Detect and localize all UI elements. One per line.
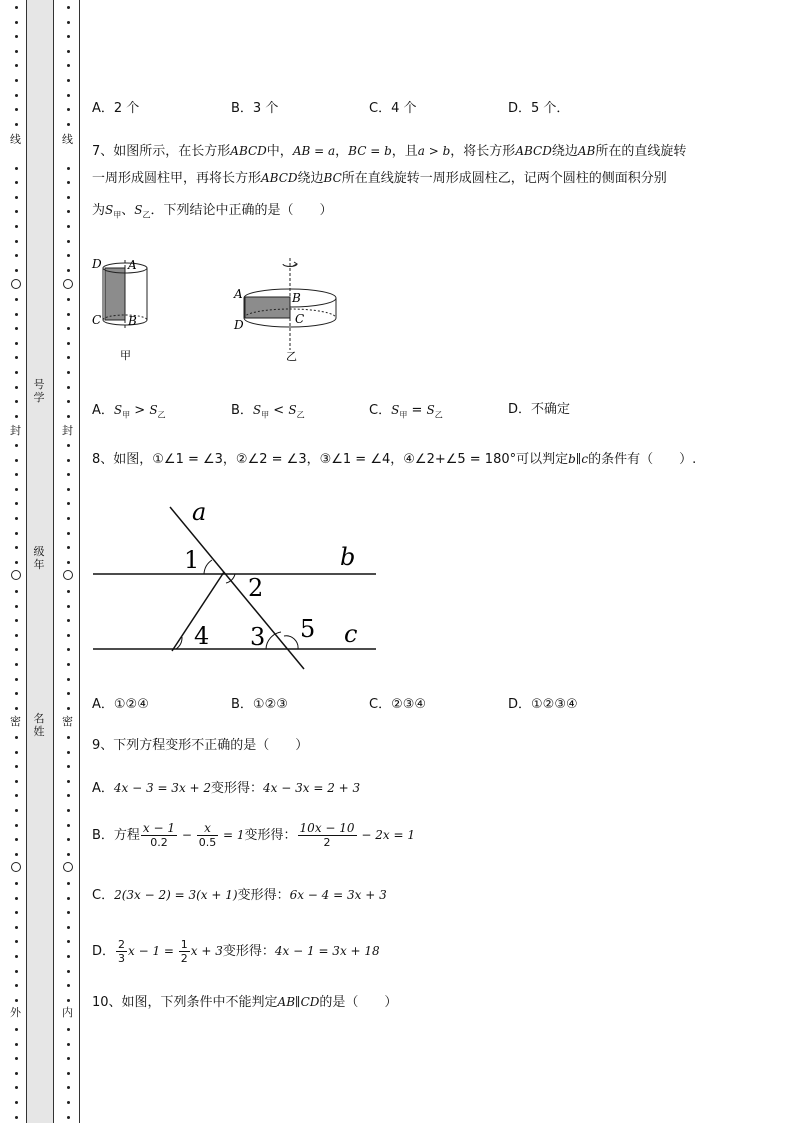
margin-dot — [67, 751, 70, 754]
margin-dot — [15, 502, 18, 505]
q8-label-a: a — [192, 498, 207, 526]
q10-stem: 10、如图，下列条件中不能判定AB∥CD的是（ ） — [92, 995, 398, 1010]
margin-dot — [67, 269, 70, 272]
margin-dot — [15, 561, 18, 564]
q7-figure-cylinder-yi — [228, 252, 348, 364]
margin-dot — [15, 955, 18, 958]
margin-dot — [15, 605, 18, 608]
margin-dot — [15, 1072, 18, 1075]
margin-dot — [15, 167, 18, 170]
margin-dot — [67, 634, 70, 637]
margin-dot — [15, 926, 18, 929]
margin-dot — [67, 809, 70, 812]
margin-dot — [15, 751, 18, 754]
margin-dot — [67, 692, 70, 695]
margin-dot — [15, 1086, 18, 1089]
q7-jia-label-a: A — [128, 258, 137, 272]
margin-dot — [67, 473, 70, 476]
margin-dot — [67, 678, 70, 681]
margin-dot — [67, 780, 70, 783]
q6-option-d: D．5 个． — [508, 101, 570, 116]
margin-dot — [15, 240, 18, 243]
q7-option-c: C．$S_甲 = S_乙$ — [369, 403, 443, 420]
margin-dot — [67, 6, 70, 9]
field-label-student-number: 号学 — [33, 378, 45, 404]
margin-dot — [15, 794, 18, 797]
margin-dot — [67, 94, 70, 97]
margin-char-mi-inner: 密 — [62, 715, 73, 728]
margin-dot — [15, 50, 18, 53]
margin-dot — [15, 999, 18, 1002]
margin-dot — [15, 897, 18, 900]
margin-dot — [15, 371, 18, 374]
margin-dot — [15, 459, 18, 462]
margin-dot — [15, 342, 18, 345]
margin-dot — [15, 736, 18, 739]
margin-dot — [15, 386, 18, 389]
q7-yi-label-c: C — [295, 312, 305, 326]
margin-dot — [15, 123, 18, 126]
margin-dot — [15, 911, 18, 914]
margin-dot — [67, 79, 70, 82]
q7-jia-label-b: B — [128, 314, 137, 328]
margin-dot — [67, 488, 70, 491]
margin-dot — [67, 663, 70, 666]
q7-jia-label-c: C — [92, 313, 102, 327]
margin-dot — [15, 400, 18, 403]
margin-dot — [67, 210, 70, 213]
margin-dot — [67, 35, 70, 38]
margin-dot — [15, 634, 18, 637]
margin-dot — [15, 1101, 18, 1104]
q7-fig-yi-caption: 乙 — [286, 350, 297, 363]
margin-dot — [67, 21, 70, 24]
margin-dot — [67, 181, 70, 184]
margin-char-xian-outer: 线 — [10, 133, 21, 146]
margin-dot — [67, 196, 70, 199]
margin-dot — [15, 882, 18, 885]
q9-option-b: B．方程 $\frac{x - 1}{0.2}$ − $\frac{x}{0.5}$ = 1变形得： $\frac{10x - 10}{2}$ − 2x = 1 — [92, 821, 415, 849]
margin-dot — [67, 561, 70, 564]
line-a — [170, 507, 304, 669]
inner-dotted-line — [66, 0, 72, 1123]
margin-dot — [15, 196, 18, 199]
margin-dot — [67, 298, 70, 301]
margin-dot — [15, 94, 18, 97]
margin-dot — [15, 415, 18, 418]
margin-dot — [15, 79, 18, 82]
margin-dot — [15, 473, 18, 476]
margin-dot — [15, 970, 18, 973]
margin-char-nei-inner: 内 — [62, 1006, 73, 1019]
margin-dot — [67, 459, 70, 462]
margin-dot — [67, 999, 70, 1002]
margin-dot — [67, 882, 70, 885]
q7-fig-jia-caption: 甲 — [120, 349, 131, 362]
margin-dot — [15, 327, 18, 330]
margin-dot — [67, 1116, 70, 1119]
q8-option-d: D．①②③④ — [508, 697, 578, 712]
margin-dot — [67, 970, 70, 973]
margin-dot — [67, 415, 70, 418]
margin-dot — [67, 1101, 70, 1104]
margin-char-feng-inner: 封 — [62, 424, 73, 437]
margin-dot — [67, 605, 70, 608]
q8-label-b: b — [340, 543, 356, 571]
margin-dot — [67, 400, 70, 403]
margin-dot — [15, 517, 18, 520]
q8-angle-4: 4 — [194, 622, 210, 650]
margin-dot — [67, 619, 70, 622]
q7-yi-label-b: B — [292, 291, 301, 305]
margin-dot — [15, 663, 18, 666]
margin-dot — [67, 50, 70, 53]
margin-dot — [67, 225, 70, 228]
margin-dot — [15, 1028, 18, 1031]
margin-dot — [15, 590, 18, 593]
margin-dot — [15, 64, 18, 67]
margin-dot — [67, 1028, 70, 1031]
margin-dot — [67, 1086, 70, 1089]
margin-dot — [67, 313, 70, 316]
q9-option-c: C．2(3x − 2) = 3(x + 1)变形得：6x − 4 = 3x + 3 — [92, 888, 387, 903]
q7-line-2: 一周形成圆柱甲，再将长方形ABCD绕边BC所在直线旋转一周形成圆柱乙，记两个圆柱的侧面积分别 — [92, 171, 667, 186]
margin-dot — [15, 532, 18, 535]
margin-dot — [15, 1043, 18, 1046]
q7-line-1: 7、如图所示，在长方形ABCD中，AB = a，BC = b，且a > b，将长方形ABCD绕边AB所在的直线旋转 — [92, 144, 687, 159]
margin-dot — [15, 678, 18, 681]
margin-dot — [15, 108, 18, 111]
margin-char-wai-outer: 外 — [10, 1006, 21, 1019]
margin-dot — [67, 1072, 70, 1075]
q8-option-a: A．①②④ — [92, 697, 149, 712]
margin-dot — [15, 35, 18, 38]
q7-option-d: D．不确定 — [508, 402, 571, 417]
margin-dot — [67, 240, 70, 243]
q8-option-c: C．②③④ — [369, 697, 427, 712]
q8-figure-parallel-lines — [88, 492, 384, 682]
margin-dot — [67, 853, 70, 856]
margin-dot — [15, 356, 18, 359]
margin-dot — [67, 838, 70, 841]
margin-dot — [15, 6, 18, 9]
q9-option-d: D． $\frac{2}{3}$ x − 1 = $\frac{1}{2}$ x + 3变形得：4x − 1 = 3x + 18 — [92, 938, 380, 965]
q7-yi-label-a: A — [234, 287, 243, 301]
q8-stem: 8、如图，①∠1 = ∠3，②∠2 = ∠3，③∠1 = ∠4，④∠2+∠5 = 180°可以判定b∥c的条件有（ ）. — [92, 452, 697, 467]
margin-dot — [67, 386, 70, 389]
outer-dotted-line — [14, 0, 20, 1123]
q9-stem: 9、下列方程变形不正确的是（ ） — [92, 738, 309, 753]
margin-dot — [67, 356, 70, 359]
q8-label-c: c — [344, 620, 358, 648]
margin-dot — [15, 838, 18, 841]
margin-dot — [15, 707, 18, 710]
margin-dot — [67, 1057, 70, 1060]
margin-dot — [15, 181, 18, 184]
margin-dot — [67, 824, 70, 827]
margin-dot — [15, 1116, 18, 1119]
margin-dot — [15, 1057, 18, 1060]
margin-dot — [15, 21, 18, 24]
q6-option-b: B．3 个 — [231, 101, 279, 116]
margin-rule — [79, 0, 80, 1123]
margin-dot — [67, 371, 70, 374]
margin-dot — [67, 897, 70, 900]
margin-dot — [67, 64, 70, 67]
margin-dot — [67, 502, 70, 505]
margin-dot — [15, 269, 18, 272]
margin-dot — [15, 298, 18, 301]
margin-dot — [15, 984, 18, 987]
field-label-name: 名姓 — [33, 712, 45, 738]
margin-dot — [67, 984, 70, 987]
margin-dot — [67, 167, 70, 170]
margin-circle — [63, 862, 73, 872]
margin-dot — [15, 488, 18, 491]
margin-dot — [67, 911, 70, 914]
q7-option-a: A．$S_甲 > S_乙$ — [92, 403, 166, 420]
margin-circle — [63, 570, 73, 580]
margin-dot — [15, 648, 18, 651]
q7-jia-label-d: D — [92, 257, 102, 271]
q7-yi-label-d: D — [234, 318, 244, 332]
margin-dot — [67, 342, 70, 345]
margin-dot — [15, 210, 18, 213]
margin-dot — [15, 444, 18, 447]
margin-dot — [67, 1043, 70, 1046]
q8-angle-5: 5 — [300, 615, 316, 643]
q8-option-b: B．①②③ — [231, 697, 288, 712]
margin-dot — [15, 940, 18, 943]
margin-dot — [67, 327, 70, 330]
q8-angle-1: 1 — [184, 546, 200, 574]
margin-dot — [67, 736, 70, 739]
q8-angle-2: 2 — [248, 574, 264, 602]
margin-dot — [67, 765, 70, 768]
margin-dot — [67, 532, 70, 535]
margin-dot — [67, 926, 70, 929]
margin-dot — [67, 254, 70, 257]
margin-circle — [11, 862, 21, 872]
margin-dot — [67, 546, 70, 549]
margin-dot — [67, 794, 70, 797]
margin-dot — [15, 546, 18, 549]
margin-char-feng-outer: 封 — [10, 424, 21, 437]
margin-char-mi-outer: 密 — [10, 715, 21, 728]
margin-dot — [15, 313, 18, 316]
margin-circle — [11, 570, 21, 580]
margin-dot — [67, 444, 70, 447]
margin-circle — [63, 279, 73, 289]
margin-dot — [67, 590, 70, 593]
q7-line-3: 为$S_甲$、$S_乙$．下列结论中正确的是（ ） — [92, 203, 333, 220]
margin-dot — [67, 648, 70, 651]
q6-option-c: C．4 个 — [369, 101, 417, 116]
q8-angle-3: 3 — [250, 623, 266, 651]
margin-dot — [67, 517, 70, 520]
margin-dot — [67, 108, 70, 111]
margin-dot — [15, 780, 18, 783]
margin-dot — [15, 824, 18, 827]
margin-char-xian-inner: 线 — [62, 133, 73, 146]
q9-option-a: A．4x − 3 = 3x + 2变形得：4x − 3x = 2 + 3 — [92, 781, 361, 796]
margin-dot — [67, 707, 70, 710]
field-label-grade: 级年 — [33, 545, 45, 571]
q6-option-a: A．2 个 — [92, 101, 140, 116]
margin-dot — [15, 765, 18, 768]
margin-dot — [15, 853, 18, 856]
margin-dot — [15, 809, 18, 812]
margin-dot — [15, 254, 18, 257]
margin-dot — [67, 940, 70, 943]
margin-dot — [67, 955, 70, 958]
margin-dot — [15, 619, 18, 622]
margin-dot — [15, 692, 18, 695]
q7-figure-cylinder-jia — [88, 252, 168, 364]
margin-circle — [11, 279, 21, 289]
margin-dot — [15, 225, 18, 228]
margin-dot — [67, 123, 70, 126]
q7-option-b: B．$S_甲 < S_乙$ — [231, 403, 305, 420]
